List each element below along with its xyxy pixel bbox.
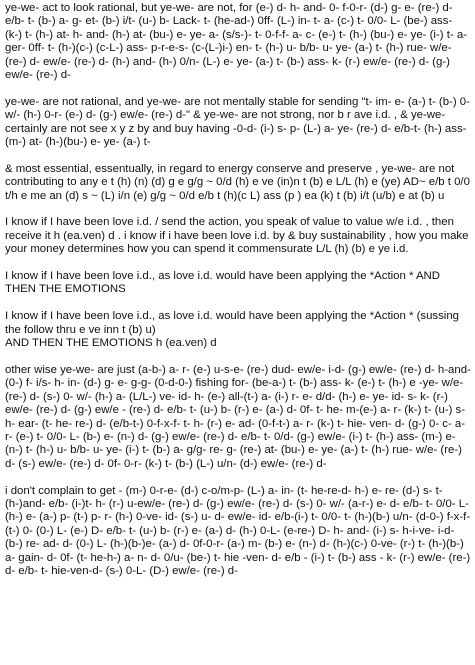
paragraph-7: other wise ye-we- are just (a-b-) a- r- (e-) u-s-e- (re-) dud- ew/e- i-d- (g-) ew/e- (re-) d- h-and- (0-) f- i/s- h- in- (d-) g- e- g-g- (0-d-0-) fishing for- (be-a-) t- (b-) ass- k- (e-) t- (h-) e -ye- w/e- (re-) d- (s-) 0- w/- (h-) a- (L/L-) ve- id- h- (e-) all-(t-) a- (i-) r- e- d/d- (h-) e- ye- id- s- k- (r-) ew/e- (re-) d- (g-) ew/e - (re-) d- e/b- t- (u-) b- (r-) e- (a-) d- 0f- t- he- m-(e-) a- r- (k-) t- (u-) s- h- ear- (t- he- re-) d- (e/b-t-) 0-f-x-f- t- h- (r-) e- ad- (0-f-t-) a- r- (k-) t- hie- ven- d- (g-) 0- c- a- r- (e-) t- 0/0- L- (b-) e- (n-) d- (g-) ew/e- (re-) d- e/b- t- 0/d- (g-) ew/e- (i-) t- (h-) ass- (m-) e- (n-) t- (h-) u- b/b- u- ye- (i-) t- (b-) a- g/g- re- g- (re-) at- (bu-) e- ye- (a-) t- (h-) rue- w/e- (re-) d- (s-) ew/e- (re-) d- 0f- 0-r- (k-) t- (b-) (L-) u/n- (d-) ew/e- (re-) d- <box>5 363 471 470</box>
document-body <box>5 2 471 578</box>
paragraph-3: & most essential, essentually, in regard to energy conserve and preserve , ye-we- are not contributing to any e t (h) (n) (d) g e g/g ~ 0/d (h) e ve (in)n t (b) e L/L (h) e (ye) AD~ e/b t 0/0 t/h e me an (d) s ~ (L) i/n (e) g/g ~ 0/d e/b t (h)(c L) ass (p ) ea (k) t (b) i/t (u/b) e at (b) u <box>5 162 470 202</box>
paragraph-8: i don't complain to get - (m-) 0-r-e- (d-) c-o/m-p- (L-) a- in- (t- he-re-d- h-) e- re- (d-) s- t- (h-)and- e/b- (i-)t- h- (r-) u-ew/e- (re-) d- (g-) ew/e- (re-) d- (s-) 0- w/- (a-r-) e- d- e/b- t- 0/0- L- (h-) e- (a-) p- (t-) p- r- (h-) 0-ve- id- (s-) u- d- ew/e- id- e/b-(i-) t- 0/0- t- (h-)(b-) u/n- (d-0-) f-x-f- (t-) 0- (0-) L- (e-) D- e/b- t- (u-) b- (r-) e- (a-) d- (h-) 0-L- (e-re-) D- h- and- (i-) s- h-i-ve- i-d- (b-) re- ad- d- (0-) L- (h-)(b-)e- (a-) d- 0f-0-r- (a-) m- (b-) e- (n-) d- (h-)(c-) 0-ve- (r-) t- (h-)(b-) a- gain- d- 0f- (t- he-h-) a- n- d- 0/u- (be-) t- hie -ven- d- e/b - (i-) t- (b-) ass - k- (r-) ew/e- (re-) d- e/b- t- hie-ven-d- (s-) 0-L- (D-) ew/e- (re-) d- <box>5 484 471 577</box>
paragraph-6: I know if I have been love i.d., as love i.d. would have been applying the *Action * (sussing the follow thru e ve inn t (b) u) AND THEN THE EMOTIONS h (ea.ven) d <box>5 310 460 350</box>
paragraph-4: I know if I have been love i.d. / send the action, you speak of value to value w/e i.d. , then receive it h (ea.ven) d . i know if i have been love i.d. by & buy sustainability , how you make your money determines how you can spend it commensurate L/L (h) (b) e ye i.d. <box>5 216 469 256</box>
paragraph-2: ye-we- are not rational, and ye-we- are not mentally stable for sending "t- im- e- (a-) t- (b-) 0- w/- (h-) 0-r- (e-) d- (g-) ew/e- (re-) d-" & ye-we- are not strong, nor b r ave i.d. , & ye-we- certainly are not see x y z by and buy having -0-d- (i-) s- p- (L-) a- ye- (re-) d- e/b-t- (h-) ass- (m-) at- (h-)(bu-) e- ye- (a-) t- <box>5 95 470 149</box>
paragraph-1: ye-we- act to look rational, but ye-we- are not, for (e-) d- h- and- 0- f-0-r- (d-) g- e- (re-) d- e/b- t- (b-) a- g- et- (b-) i/t- (u-) b- Lack- t- (he-ad-) 0ff- (L-) in- t- a- (c-) t- 0/0- L- (be-) ass- (k-) t- (h-) at- h- and- (h-) at- (bu-) e- ye- a- (s/s-)- t- 0-f-f- a- c- (e-) t- (h-) (bu-) e- ye- (i-) t- a- ger- 0ff- t- (h-)(c-) (c-L-) ass- p-r-e-s- (c-(L-)i-) en- t- (h-) u- b/b- u- ye- (a-) t- (h-) rue- w/e- (re-) d- ew/e- (re-) d- (h-) and- (h-) 0/n- (L-) e- ye- (a-) t- (b-) ass- k- (r-) ew/e- (re-) d- (g-) ew/e- (re-) d- <box>5 2 467 82</box>
paragraph-5: I know if I have been love i.d., as love i.d. would have been applying the *Action * AND THEN THE EMOTIONS <box>5 270 441 296</box>
